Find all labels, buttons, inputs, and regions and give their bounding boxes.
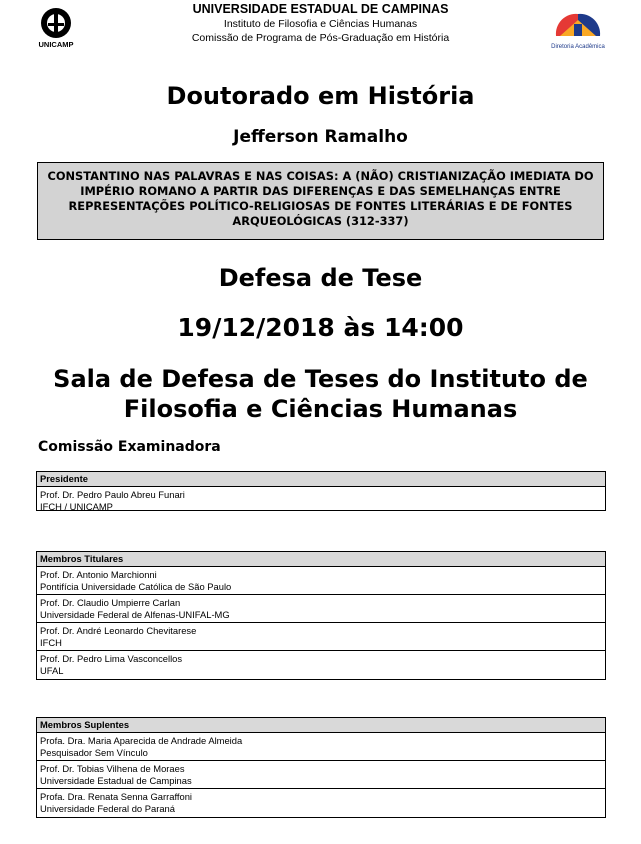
member-name: Prof. Dr. Antonio Marchionni	[40, 569, 157, 580]
student-name: Jefferson Ramalho	[233, 127, 408, 147]
member-institution: IFCH	[40, 636, 62, 648]
member-name: Prof. Dr. Claudio Umpierre Carlan	[40, 597, 181, 608]
titulares-table	[36, 551, 606, 680]
institute-name: Instituto de Filosofia e Ciências Humanas	[223, 18, 418, 30]
member-institution: Universidade Federal do Paraná	[40, 802, 175, 814]
table-row	[37, 595, 605, 623]
member-institution: Universidade Federal de Alfenas-UNIFAL-MG	[40, 608, 230, 620]
thesis-title-box	[37, 162, 604, 240]
titulares-header: Membros Titulares	[37, 552, 605, 567]
university-name: UNIVERSIDADE ESTADUAL DE CAMPINAS	[192, 2, 449, 16]
member-name: Profa. Dra. Renata Senna Garraffoni	[40, 791, 192, 802]
header-text	[150, 2, 491, 45]
table-row	[37, 733, 605, 761]
member-institution: Pesquisador Sem Vínculo	[40, 746, 148, 758]
presidente-table	[36, 471, 606, 511]
table-row	[37, 761, 605, 789]
table-row	[37, 623, 605, 651]
member-name: Prof. Dr. Tobias Vilhena de Moraes	[40, 763, 185, 774]
presidente-header: Presidente	[37, 472, 605, 487]
unicamp-logo-text: UNICAMP	[38, 40, 74, 49]
event-title: Defesa de Tese	[218, 264, 423, 292]
suplentes-header: Membros Suplentes	[37, 718, 605, 733]
event-datetime: 19/12/2018 às 14:00	[177, 313, 464, 342]
member-institution: Pontifícia Universidade Católica de São Paulo	[40, 580, 232, 592]
member-institution: UFAL	[40, 664, 64, 676]
member-name: Prof. Dr. André Leonardo Chevitarese	[40, 625, 197, 636]
diretoria-logo-text: Diretoria Acadêmica	[551, 44, 605, 50]
commission-name: Comissão de Programa de Pós-Graduação em História	[191, 32, 450, 44]
committee-title: Comissão Examinadora	[38, 439, 221, 455]
suplentes-table	[36, 717, 606, 818]
unicamp-logo	[34, 6, 78, 50]
member-institution: Universidade Estadual de Campinas	[40, 774, 192, 786]
page-header	[0, 0, 641, 60]
table-row	[37, 567, 605, 595]
program-title: Doutorado em História	[166, 82, 475, 110]
event-venue: Sala de Defesa de Teses do Instituto de Filosofia e Ciências Humanas	[53, 365, 588, 423]
thesis-title: CONSTANTINO NAS PALAVRAS E NAS COISAS: A (NÃO) CRISTIANIZAÇÃO IMEDIATA DO IMPÉRIO ROMANO A PARTIR DAS DIFERENÇAS E DAS SEMELHANÇAS ENTRE REPRESENTAÇÕES POLÍTICO-RELIGIOSAS DE FONTES LITERÁRIAS E DE FONTES ARQUEOLÓGICAS (312-337)	[47, 169, 594, 228]
member-name: Prof. Dr. Pedro Lima Vasconcellos	[40, 653, 183, 664]
table-row	[37, 789, 605, 817]
member-name: Prof. Dr. Pedro Paulo Abreu Funari	[40, 489, 185, 500]
member-name: Profa. Dra. Maria Aparecida de Andrade Almeida	[40, 735, 243, 746]
table-row	[37, 487, 605, 510]
table-row	[37, 651, 605, 679]
member-institution: IFCH / UNICAMP	[40, 500, 113, 512]
diretoria-academica-logo	[548, 6, 608, 54]
